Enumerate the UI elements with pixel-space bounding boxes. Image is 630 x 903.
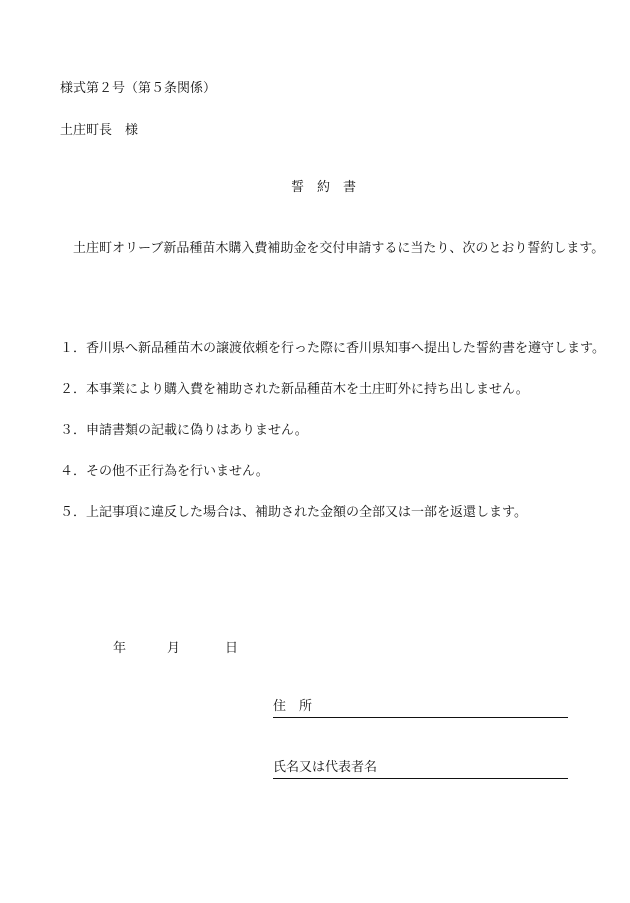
name-label: 氏名又は代表者名 bbox=[273, 760, 378, 775]
list-item bbox=[60, 420, 608, 441]
address-line[interactable] bbox=[273, 697, 568, 718]
item-number: ５． bbox=[60, 505, 87, 520]
list-item bbox=[60, 502, 608, 523]
list-item bbox=[60, 461, 608, 482]
item-text: 申請書類の記載に偽りはありません。 bbox=[86, 423, 308, 438]
date-year-label: 年 bbox=[113, 641, 127, 656]
item-number: １． bbox=[60, 341, 87, 356]
recipient: 土庄町長 様 bbox=[60, 123, 139, 138]
date-line bbox=[113, 639, 238, 659]
pledge-list bbox=[60, 338, 608, 543]
list-item bbox=[60, 338, 608, 359]
item-text: 本事業により購入費を補助された新品種苗木を土庄町外に持ち出しません。 bbox=[86, 382, 529, 397]
intro-paragraph: 土庄町オリーブ新品種苗木購入費補助金を交付申請するに当たり、次のとおり誓約します。 bbox=[73, 241, 605, 256]
item-text: 上記事項に違反した場合は、補助された金額の全部又は一部を返還します。 bbox=[86, 505, 527, 520]
item-number: ２． bbox=[60, 382, 87, 397]
name-line[interactable] bbox=[273, 758, 568, 779]
list-item bbox=[60, 379, 608, 400]
date-month-label: 月 bbox=[167, 641, 181, 656]
form-number: 様式第２号（第５条関係） bbox=[60, 81, 217, 96]
item-number: ４． bbox=[60, 464, 87, 479]
item-text: 香川県へ新品種苗木の譲渡依頼を行った際に香川県知事へ提出した誓約書を遵守します。 bbox=[86, 341, 605, 356]
document-title: 誓約書 bbox=[290, 180, 369, 195]
date-day-label: 日 bbox=[225, 641, 239, 656]
item-number: ３． bbox=[60, 423, 87, 438]
address-label: 住所 bbox=[273, 699, 326, 714]
item-text: その他不正行為を行いません。 bbox=[86, 464, 269, 479]
